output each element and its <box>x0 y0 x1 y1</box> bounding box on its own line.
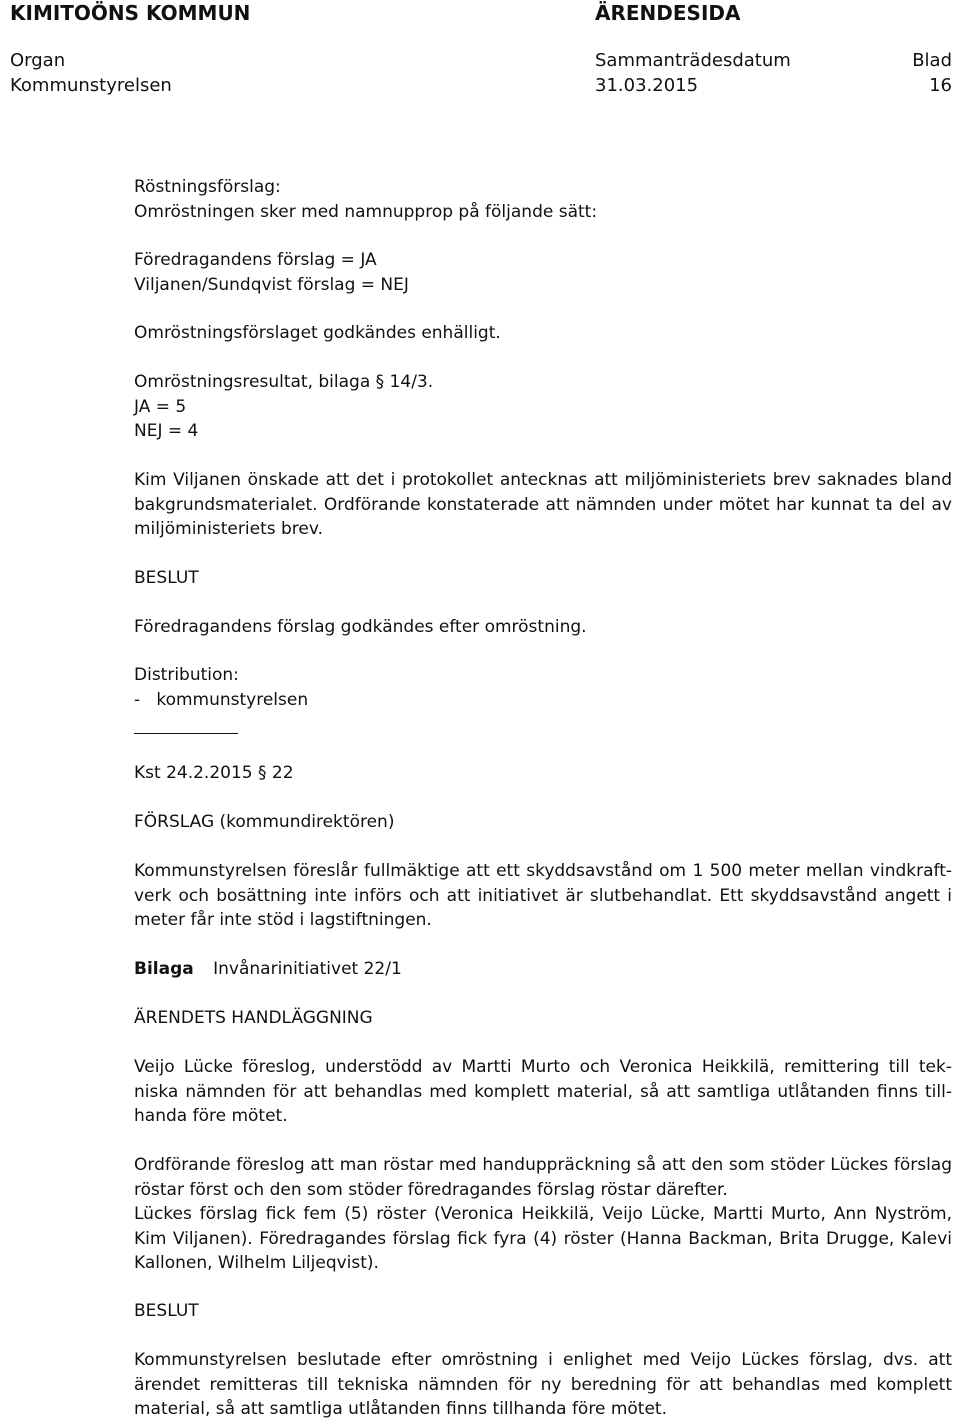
proposal-line: verk och bosättning inte införs och att initiativet är slutbehandlat. Ett skyddsavstånd angett i <box>134 885 952 906</box>
decision-heading-2: BESLUT <box>134 1301 199 1321</box>
decision-line: ärendet remitteras till tekniska nämnden för ny beredning för att behandlas med komplett <box>134 1374 952 1395</box>
organ-value: Kommunstyrelsen <box>10 75 172 96</box>
note-paragraph <box>134 468 952 542</box>
proposal-line: meter får inte stöd i lagstiftningen. <box>134 910 432 930</box>
vote-result-line: NEJ = 4 <box>134 421 199 441</box>
vote-paragraph <box>134 1153 952 1276</box>
proposal-paragraph <box>134 859 952 933</box>
proposal-heading: FÖRSLAG (kommundirektören) <box>134 812 395 832</box>
meeting-date: 31.03.2015 <box>595 75 699 96</box>
decision-line: Kommunstyrelsen beslutade efter omröstning i enlighet med Veijo Lückes förslag, dvs. att <box>134 1350 952 1370</box>
separator-line <box>134 733 238 734</box>
vote-line: Kallonen, Wilhelm Liljeqvist). <box>134 1253 379 1273</box>
vote-line: röstar först och den som stöder föredragandes förslag röstar därefter. <box>134 1179 728 1200</box>
vote-result-line: JA = 5 <box>134 396 187 417</box>
decision-heading: BESLUT <box>134 568 199 588</box>
municipality-name: KIMITOÖNS KOMMUN <box>10 1 251 25</box>
handling-line: handa före mötet. <box>134 1106 288 1126</box>
page-label: Blad <box>912 50 952 71</box>
page-number: 16 <box>929 75 952 96</box>
vote-option: Föredragandens förslag = JA <box>134 250 377 270</box>
handling-paragraph <box>134 1055 952 1129</box>
vote-line: Ordförande föreslog att man röstar med handuppräckning så att den som stöder Lückes förslag <box>134 1155 952 1175</box>
attachment <box>134 957 952 982</box>
note-line: miljöministeriets brev. <box>134 519 324 539</box>
document-type: ÄRENDESIDA <box>595 1 741 25</box>
attachment-label: Bilaga <box>134 959 194 979</box>
attachment-value: Invånarinitiativet 22/1 <box>213 959 402 979</box>
note-line: bakgrundsmaterialet. Ordförande konstaterade att nämnden under mötet har kunnat ta del av <box>134 494 952 515</box>
organ-label: Organ <box>10 50 66 71</box>
distribution-label: Distribution: <box>134 665 239 685</box>
vote-line: Lückes förslag fick fem (5) röster (Veronica Heikkilä, Veijo Lücke, Martti Murto, Ann Nyström, <box>134 1204 952 1224</box>
decision-paragraph <box>134 1348 952 1422</box>
handling-heading: ÄRENDETS HANDLÄGGNING <box>134 1008 373 1028</box>
note-line: Kim Viljanen önskade att det i protokollet antecknas att miljöministeriets brev saknades bland <box>134 470 952 490</box>
vote-options <box>134 248 952 297</box>
decision-line: material, så att samtliga utlåtanden finns tillhanda före mötet. <box>134 1399 667 1419</box>
vote-result-line: Omröstningsresultat, bilaga § 14/3. <box>134 372 434 392</box>
decision-text: Föredragandens förslag godkändes efter omröstning. <box>134 617 587 637</box>
handling-line: Veijo Lücke föreslog, understödd av Martti Murto och Veronica Heikkilä, remittering till tek- <box>134 1057 952 1077</box>
vote-result <box>134 370 952 444</box>
vote-option: Viljanen/Sundqvist förslag = NEJ <box>134 274 409 295</box>
vote-proposal-line: Omröstningen sker med namnupprop på följande sätt: <box>134 201 598 222</box>
vote-line: Kim Viljanen). Föredragandes förslag fick fyra (4) röster (Hanna Backman, Brita Drugge, Kalevi <box>134 1228 952 1249</box>
distribution <box>134 663 952 712</box>
approved-statement: Omröstningsförslaget godkändes enhälligt. <box>134 323 501 343</box>
case-reference: Kst 24.2.2015 § 22 <box>134 763 294 783</box>
handling-line: niska nämnden för att behandlas med komplett material, så att samtliga utlåtanden finns till- <box>134 1081 952 1102</box>
vote-proposal <box>134 175 952 224</box>
date-label: Sammanträdesdatum <box>595 50 791 71</box>
vote-proposal-line: Röstningsförslag: <box>134 177 281 197</box>
proposal-line: Kommunstyrelsen föreslår fullmäktige att ett skyddsavstånd om 1 500 meter mellan vindkraft- <box>134 861 952 881</box>
distribution-item: - kommunstyrelsen <box>134 689 309 710</box>
